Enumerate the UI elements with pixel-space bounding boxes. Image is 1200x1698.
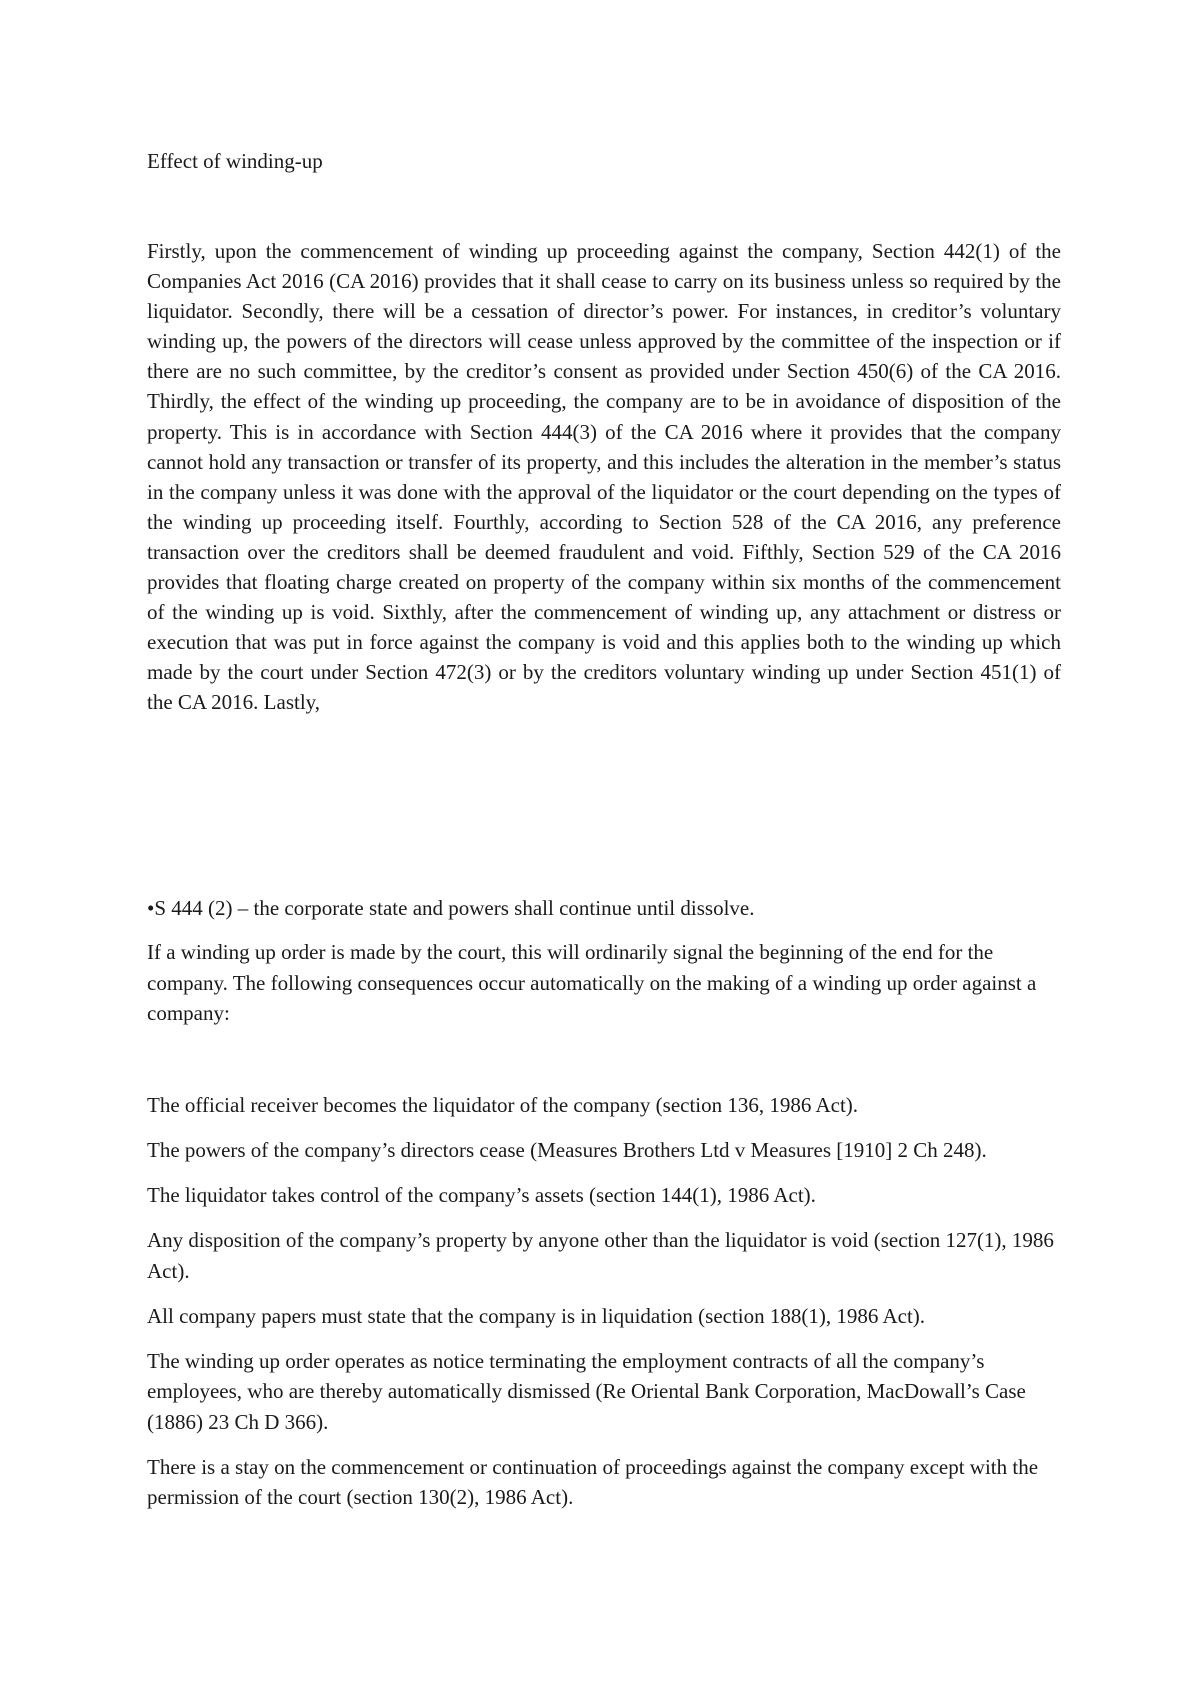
- consequence-item: The powers of the company’s directors cease (Measures Brothers Ltd v Measures [1910] 2 Ch 248).: [147, 1138, 987, 1162]
- document-heading: Effect of winding-up: [147, 149, 323, 173]
- consequence-item: The winding up order operates as notice terminating the employment contracts of all the company’s employees, who are thereby automatically dismissed (Re Oriental Bank Corporation, MacDowall’s Case (1886) 23 Ch D 366).: [147, 1348, 1026, 1434]
- consequence-item: All company papers must state that the company is in liquidation (section 188(1), 1986 Act).: [147, 1303, 926, 1328]
- consequence-item: The liquidator takes control of the company’s assets (section 144(1), 1986 Act).: [147, 1183, 816, 1207]
- consequence-item: There is a stay on the commencement or continuation of proceedings against the company except with the permission of the court (section 130(2), 1986 Act).: [147, 1454, 1039, 1509]
- main-paragraph: Firstly, upon the commencement of winding up proceeding against the company, Section 442(1) of the Companies Act 2016 (CA 2016) provides that it shall cease to carry on its business unless so required by the liquidator. Secondly, there will be a cessation of director’s power. For instances, in creditor’s voluntary winding up, the powers of the directors will cease unless approved by the committee of the inspection or if there are no such committee, by the creditor’s consent as provided under Section 450(6) of the CA 2016. Thirdly, the effect of the winding up proceeding, the company are to be in avoidance of disposition of the property. This is in accordance with Section 444(3) of the CA 2016 where it provides that the company cannot hold any transaction or transfer of its property, and this includes the alteration in the member’s status in the company unless it was done with the approval of the liquidator or the court depending on the types of the winding up proceeding itself. Fourthly, according to Section 528 of the CA 2016, any preference transaction over the creditors shall be deemed fraudulent and void. Fifthly, Section 529 of the CA 2016 provides that floating charge created on property of the company within six months of the commencement of the winding up is void. Sixthly, after the commencement of winding up, any attachment or distress or execution that was put in force against the company is void and this applies both to the winding up which made by the court under Section 472(3) or by the creditors voluntary winding up under Section 451(1) of the CA 2016. Lastly,: [147, 239, 1061, 715]
- consequences-list: [147, 1090, 1061, 1527]
- bullet-note: •S 444 (2) – the corporate state and powers shall continue until dissolve.: [147, 896, 755, 920]
- consequence-item: The official receiver becomes the liquidator of the company (section 136, 1986 Act).: [147, 1093, 859, 1117]
- consequence-item: Any disposition of the company’s property by anyone other than the liquidator is void (section 127(1), 1986 Act).: [147, 1228, 1054, 1283]
- intro-paragraph: If a winding up order is made by the court, this will ordinarily signal the beginning of the end for the company. The following consequences occur automatically on the making of a winding up order against a company:: [147, 940, 1037, 1025]
